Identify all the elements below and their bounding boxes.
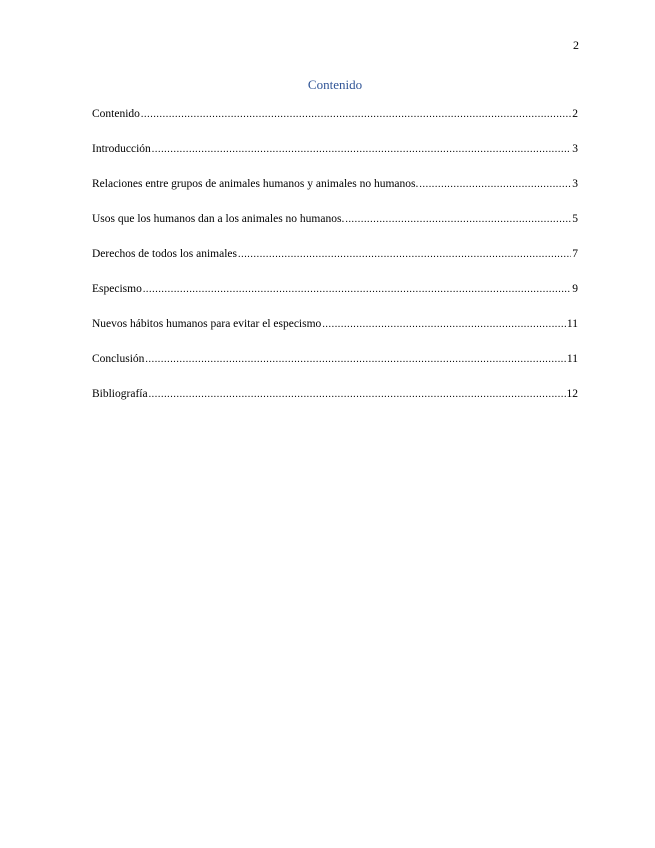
toc-dot-leader — [145, 353, 566, 367]
toc-dot-leader — [419, 178, 571, 192]
toc-dot-leader — [152, 143, 571, 157]
toc-entry-page: 12 — [566, 388, 578, 400]
toc-entry-page: 2 — [572, 108, 578, 120]
toc-entry-usos[interactable] — [92, 212, 578, 247]
toc-entry-label: Relaciones entre grupos de animales humanos y animales no humanos. — [92, 178, 419, 190]
toc-entry-contenido[interactable] — [92, 107, 578, 142]
toc-entry-page: 7 — [572, 248, 578, 260]
toc-dot-leader — [141, 108, 571, 122]
toc-entry-conclusion[interactable] — [92, 352, 578, 387]
toc-entry-page: 3 — [572, 143, 578, 155]
toc-entry-label: Nuevos hábitos humanos para evitar el especismo — [92, 318, 322, 330]
toc-dot-leader — [149, 388, 566, 402]
toc-dot-leader — [143, 283, 571, 297]
toc-entry-label: Derechos de todos los animales — [92, 248, 237, 260]
toc-dot-leader — [238, 248, 571, 262]
toc-dot-leader — [345, 213, 571, 227]
toc-entry-page: 11 — [566, 353, 578, 365]
table-of-contents — [92, 107, 578, 422]
toc-entry-label: Contenido — [92, 108, 140, 120]
toc-entry-nuevos-habitos[interactable] — [92, 317, 578, 352]
toc-entry-derechos[interactable] — [92, 247, 578, 282]
toc-entry-label: Conclusión — [92, 353, 145, 365]
toc-entry-page: 11 — [566, 318, 578, 330]
toc-entry-relaciones[interactable] — [92, 177, 578, 212]
toc-entry-label: Usos que los humanos dan a los animales no humanos. — [92, 213, 345, 225]
toc-entry-bibliografia[interactable] — [92, 387, 578, 422]
toc-dot-leader — [322, 318, 566, 332]
toc-title: Contenido — [307, 77, 363, 92]
toc-entry-page: 3 — [572, 178, 578, 190]
toc-entry-label: Introducción — [92, 143, 151, 155]
page-number: 2 — [573, 38, 579, 52]
toc-entry-page: 5 — [572, 213, 578, 225]
toc-entry-label: Bibliografía — [92, 388, 148, 400]
toc-entry-introduccion[interactable] — [92, 142, 578, 177]
toc-entry-label: Especismo — [92, 283, 142, 295]
toc-entry-page: 9 — [572, 283, 578, 295]
toc-entry-especismo[interactable] — [92, 282, 578, 317]
